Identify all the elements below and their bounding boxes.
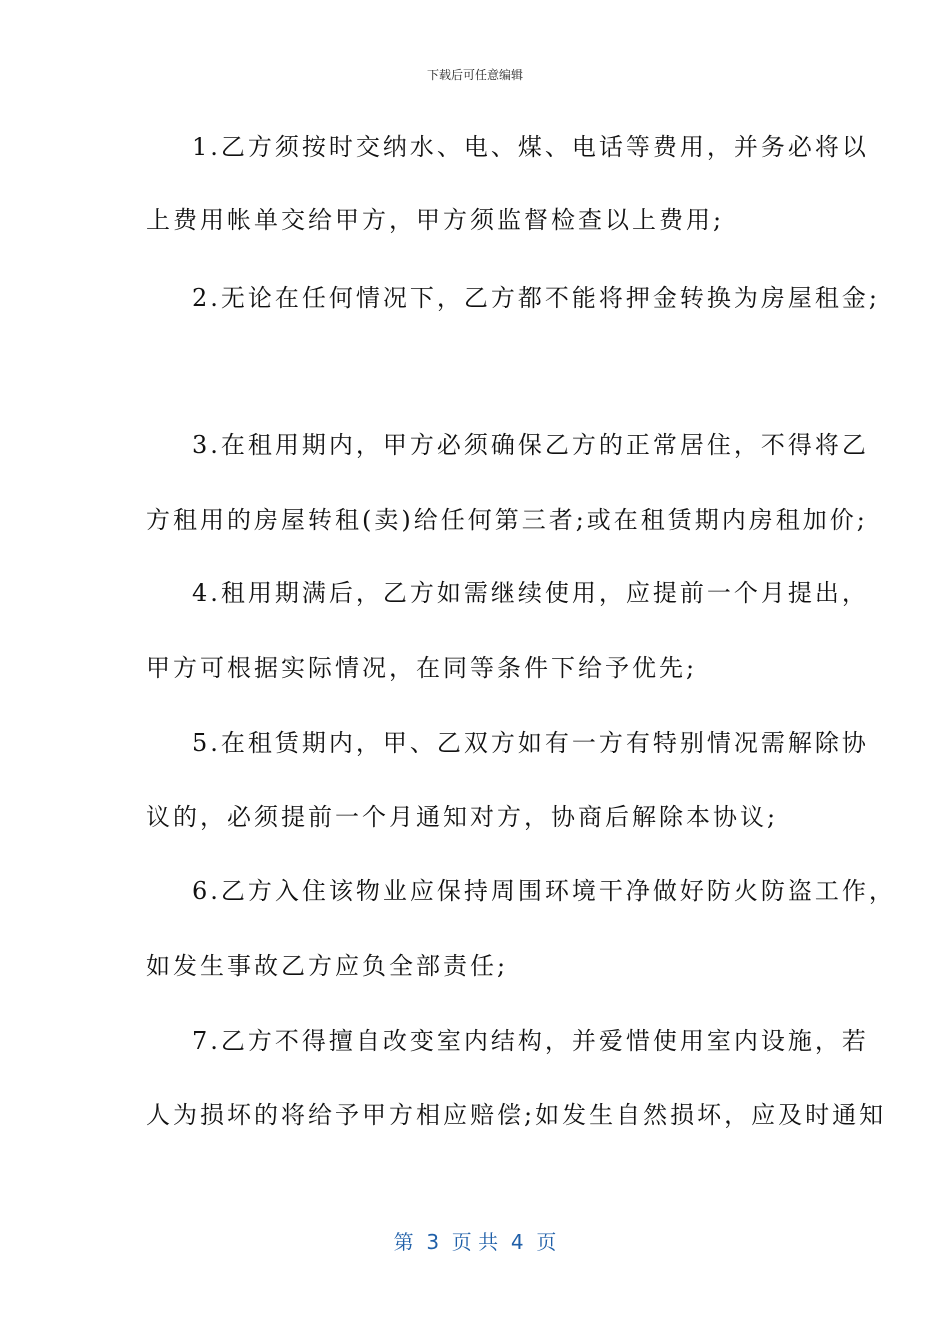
page-footer: 第 3 页 共 4 页: [393, 1230, 557, 1254]
clause-7-line-2: 人为损坏的将给予甲方相应赔偿;如发生自然损坏，应及时通知: [146, 1101, 887, 1129]
clause-6-line-1: 6.乙方入住该物业应保持周围环境干净做好防火防盗工作，: [192, 877, 896, 905]
clause-2-line-1: 2.无论在任何情况下，乙方都不能将押金转换为房屋租金;: [192, 284, 880, 312]
clause-1-line-2: 上费用帐单交给甲方，甲方须监督检查以上费用;: [146, 206, 725, 234]
clause-6-line-2: 如发生事故乙方应负全部责任;: [146, 952, 509, 980]
clause-5-line-1: 5.在租赁期内，甲、乙双方如有一方有特别情况需解除协: [192, 729, 869, 757]
clause-7-line-1: 7.乙方不得擅自改变室内结构，并爱惜使用室内设施，若: [192, 1027, 869, 1055]
clause-1-line-1: 1.乙方须按时交纳水、电、煤、电话等费用，并务必将以: [192, 133, 869, 161]
clause-5-line-2: 议的，必须提前一个月通知对方，协商后解除本协议;: [146, 803, 779, 831]
clause-4-line-2: 甲方可根据实际情况，在同等条件下给予优先;: [146, 654, 698, 682]
clause-4-line-1: 4.租用期满后，乙方如需继续使用，应提前一个月提出，: [192, 579, 869, 607]
clause-3-line-2: 方租用的房屋转租(卖)给任何第三者;或在租赁期内房租加价;: [146, 506, 868, 534]
page-header: 下载后可任意编辑: [426, 68, 523, 82]
clause-3-line-1: 3.在租用期内，甲方必须确保乙方的正常居住，不得将乙: [192, 431, 869, 459]
